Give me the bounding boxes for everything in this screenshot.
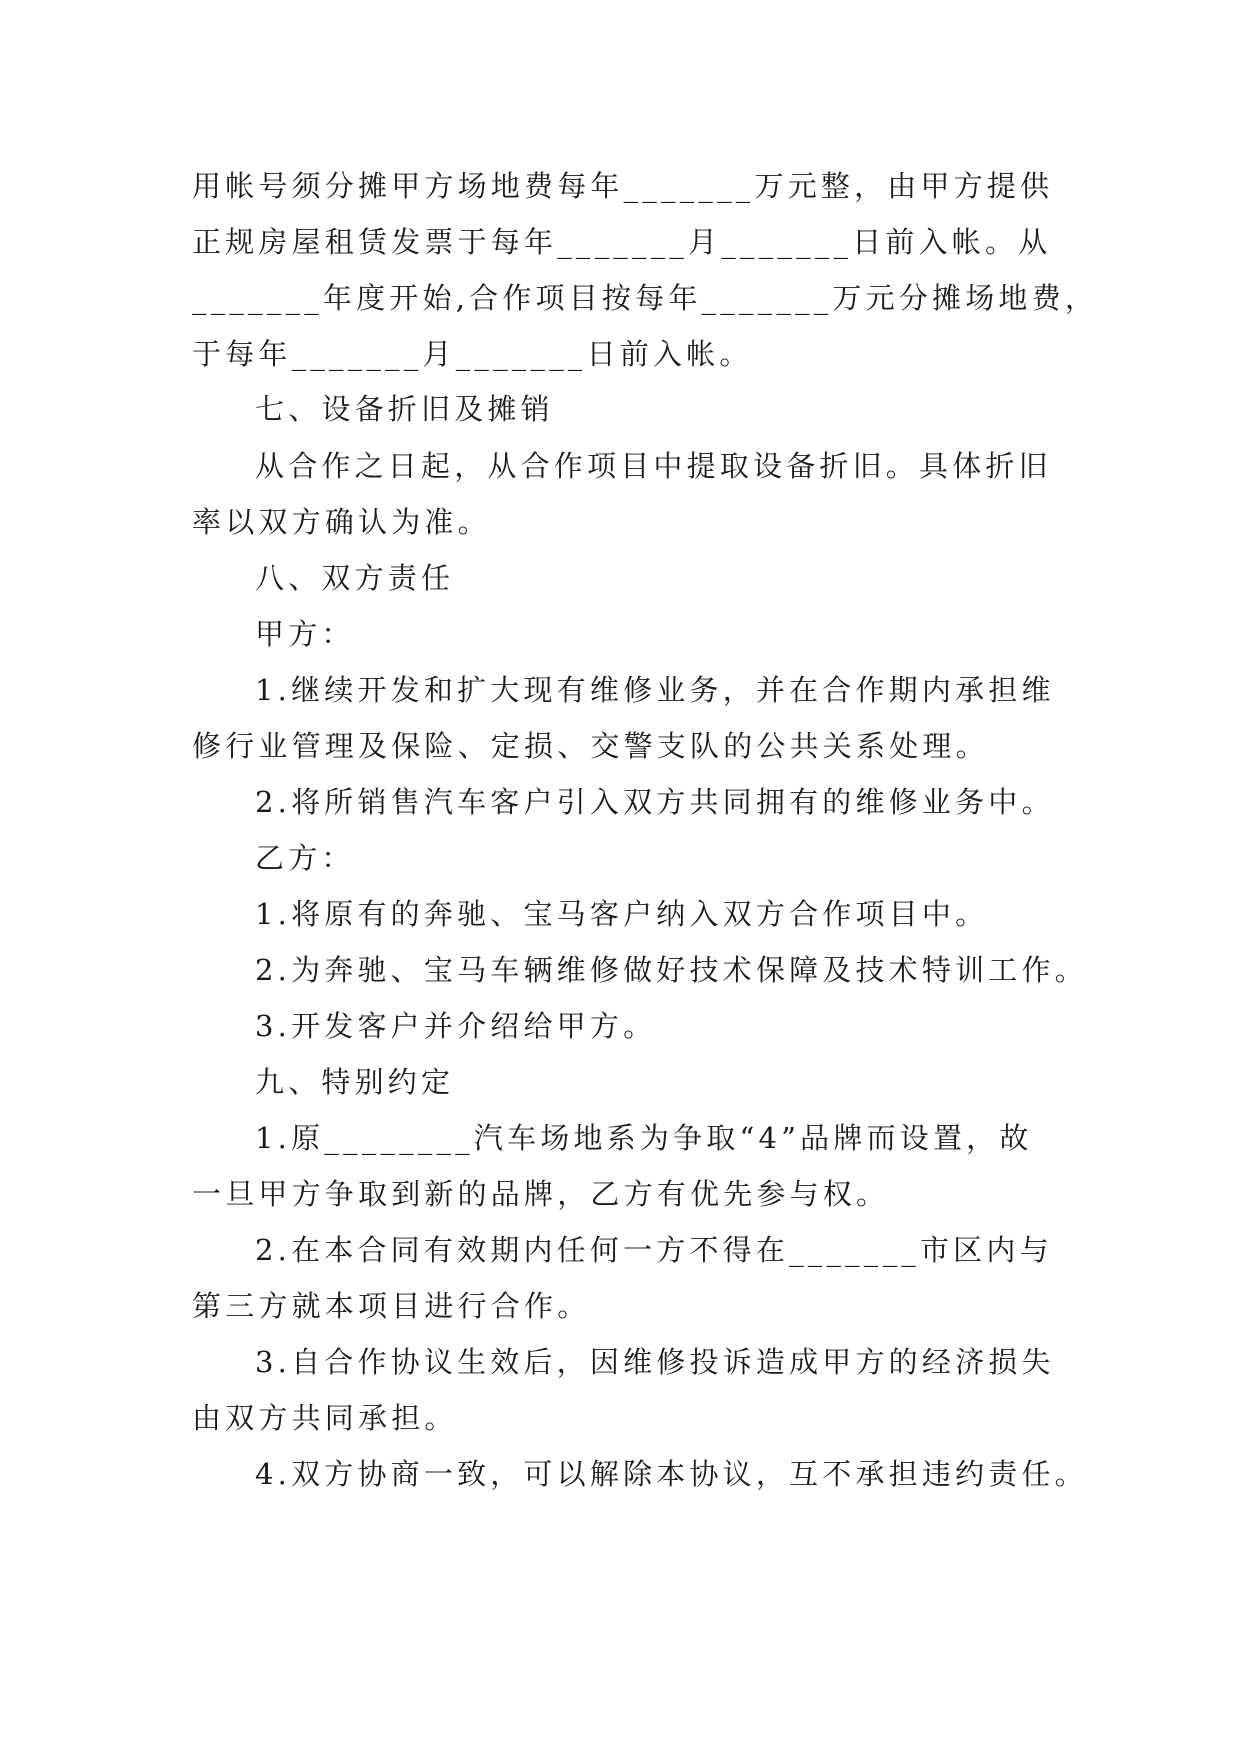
paragraph-line: _______年度开始,合作项目按每年_______万元分摊场地费， <box>192 281 1099 315</box>
paragraph-line: 修行业管理及保险、定损、交警支队的公共关系处理。 <box>192 729 989 763</box>
paragraph-line: 由双方共同承担。 <box>192 1401 458 1435</box>
list-item: 1.将原有的奔驰、宝马客户纳入双方合作项目中。 <box>255 897 989 931</box>
list-item: 1.继续开发和扩大现有维修业务，并在合作期内承担维 <box>255 673 1055 707</box>
list-item: 2.在本合同有效期内任何一方不得在_______市区内与 <box>255 1233 1053 1267</box>
list-item: 4.双方协商一致，可以解除本协议，互不承担违约责任。 <box>255 1457 1088 1491</box>
paragraph-line: 一旦甲方争取到新的品牌，乙方有优先参与权。 <box>192 1177 890 1211</box>
section-heading: 七、设备折旧及摊销 <box>255 392 554 426</box>
list-item: 1.原________汽车场地系为争取“4”品牌而设置，故 <box>255 1121 1033 1155</box>
paragraph-line: 率以双方确认为准。 <box>192 505 491 539</box>
list-item: 2.为奔驰、宝马车辆维修做好技术保障及技术特训工作。 <box>255 953 1088 987</box>
section-heading: 九、特别约定 <box>255 1065 455 1099</box>
paragraph-line: 从合作之日起，从合作项目中提取设备折旧。具体折旧 <box>255 449 1052 483</box>
list-item: 3.开发客户并介绍给甲方。 <box>255 1009 657 1043</box>
section-heading: 八、双方责任 <box>255 561 455 595</box>
party-label: 甲方： <box>255 617 355 651</box>
list-item: 3.自合作协议生效后，因维修投诉造成甲方的经济损失 <box>255 1345 1055 1379</box>
paragraph-line: 用帐号须分摊甲方场地费每年_______万元整，由甲方提供 <box>192 169 1054 203</box>
party-label: 乙方： <box>255 841 355 875</box>
paragraph-line: 第三方就本项目进行合作。 <box>192 1289 591 1323</box>
paragraph-line: 于每年_______月_______日前入帐。 <box>192 337 753 371</box>
paragraph-line: 正规房屋租赁发票于每年_______月_______日前入帐。从 <box>192 225 1052 259</box>
list-item: 2.将所销售汽车客户引入双方共同拥有的维修业务中。 <box>255 785 1055 819</box>
